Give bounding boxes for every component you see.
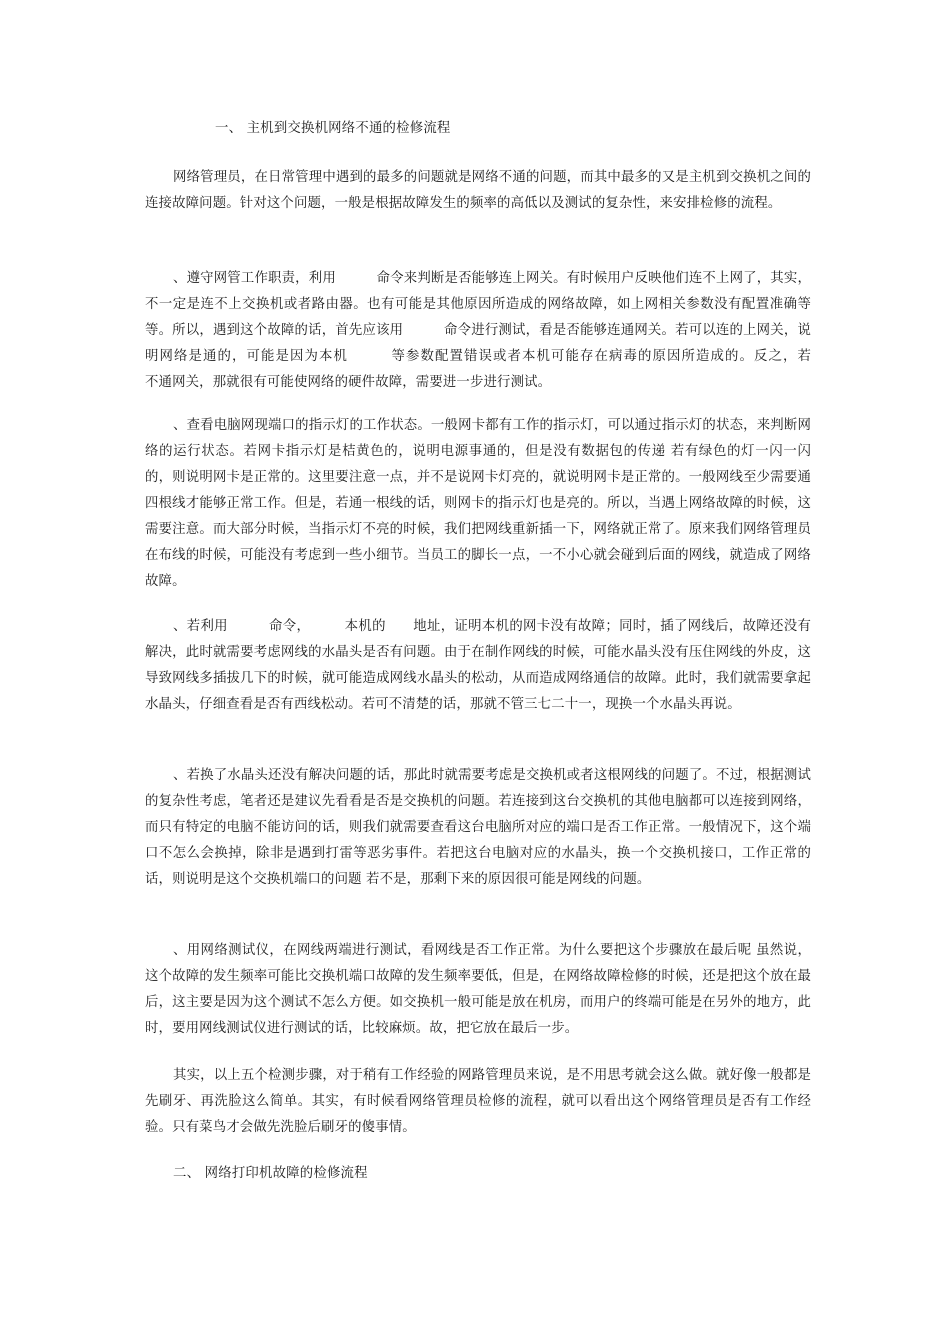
intro-paragraph: 网络管理员，在日常管理中遇到的最多的问题就是网络不通的问题，而其中最多的又是主机到交换机之间的连接故障问题。针对这个问题，一般是根据故障发生的频率的高低以及测试的复杂性，来安排检修的流程。 [145, 170, 811, 211]
step-3-paragraph: 、若利用 命令， 本机的 地址，证明本机的网卡没有故障；同时，插了网线后，故障还没有解决，此时就需要考虑网线的水晶头是否有问题。由于在制作网线的时候，可能水晶头没有压住网线的外皮，这导致网线多插拔几下的时候，就可能造成网线水晶头的松动，从而造成网络通信的故障。此时，我们就需要拿起水晶头，仔细查看是否有西线松动。若可不清楚的话，那就不管三七二十一，现换一个水晶头再说。 [145, 619, 811, 712]
section-heading-2: 二、 网络打印机故障的检修流程 [173, 1166, 368, 1181]
section-heading-1: 一、 主机到交换机网络不通的检修流程 [215, 121, 451, 136]
step-1-paragraph: 、遵守网管工作职责，利用 命令来判断是否能够连上网关。有时候用户反映他们连不上网了，其实，不一定是连不上交换机或者路由器。也有可能是其他原因所造成的网络故障，如上网相关参数没有配置准确等等。所以，遇到这个故障的话，首先应该用 命令进行测试，看是否能够连通网关。若可以连的上网关，说明网络是通的，可能是因为本机 等参数配置错误或者本机可能存在病毒的原因所造成的。反之，若 不通网关，那就很有可能使网络的硬件故障，需要进一步进行测试。 [145, 271, 852, 390]
summary-paragraph: 其实，以上五个检测步骤，对于稍有工作经验的网路管理员来说，是不用思考就会这么做。就好像一般都是先刷牙、再洗脸这么简单。其实，有时候看网络管理员检修的流程，就可以看出这个网络管理员是否有工作经验。只有菜鸟才会做先洗脸后刷牙的傻事情。 [145, 1068, 811, 1135]
step-2-paragraph: 、查看电脑网现端口的指示灯的工作状态。一般网卡都有工作的指示灯，可以通过指示灯的状态，来判断网络的运行状态。若网卡指示灯是桔黄色的，说明电源事通的，但是没有数据包的传递 若有绿色的灯一闪一闪的，则说明网卡是正常的。这里要注意一点，并不是说网卡灯亮的，就说明网卡是正常的。一般网线至少需要通四根线才能够正常工作。但是，若通一根线的话，则网卡的指示灯也是亮的。所以，当遇上网络故障的时候，这需要注意。而大部分时候，当指示灯不亮的时候，我们把网线重新插一下，网络就正常了。原来我们网络管理员在布线的时候，可能没有考虑到一些小细节。当员工的脚长一点，一不小心就会碰到后面的网线，就造成了网络故障。 [145, 418, 811, 589]
step-5-paragraph: 、用网络测试仪，在网线两端进行测试，看网线是否工作正常。为什么要把这个步骤放在最后呢 虽然说，这个故障的发生频率可能比交换机端口故障的发生频率要低，但是，在网络故障检修的时候，还是把这个放在最后，这主要是因为这个测试不怎么方便。如交换机一般可能是放在机房，而用户的终端可能是在另外的地方，此时，要用网线测试仪进行测试的话，比较麻烦。故，把它放在最后一步。 [145, 943, 811, 1036]
step-4-paragraph: 、若换了水晶头还没有解决问题的话，那此时就需要考虑是交换机或者这根网线的问题了。不过，根据测试的复杂性考虑，笔者还是建议先看看是否是交换机的问题。若连接到这台交换机的其他电脑都可以连接到网络，而只有特定的电脑不能访问的话，则我们就需要查看这台电脑所对应的端口是否工作正常。一般情况下，这个端口不怎么会换掉，除非是遇到打雷等恶劣事件。若把这台电脑对应的水晶头，换一个交换机接口，工作正常的话，则说明是这个交换机端口的问题 若不是，那剩下来的原因很可能是网线的问题。 [145, 768, 811, 887]
